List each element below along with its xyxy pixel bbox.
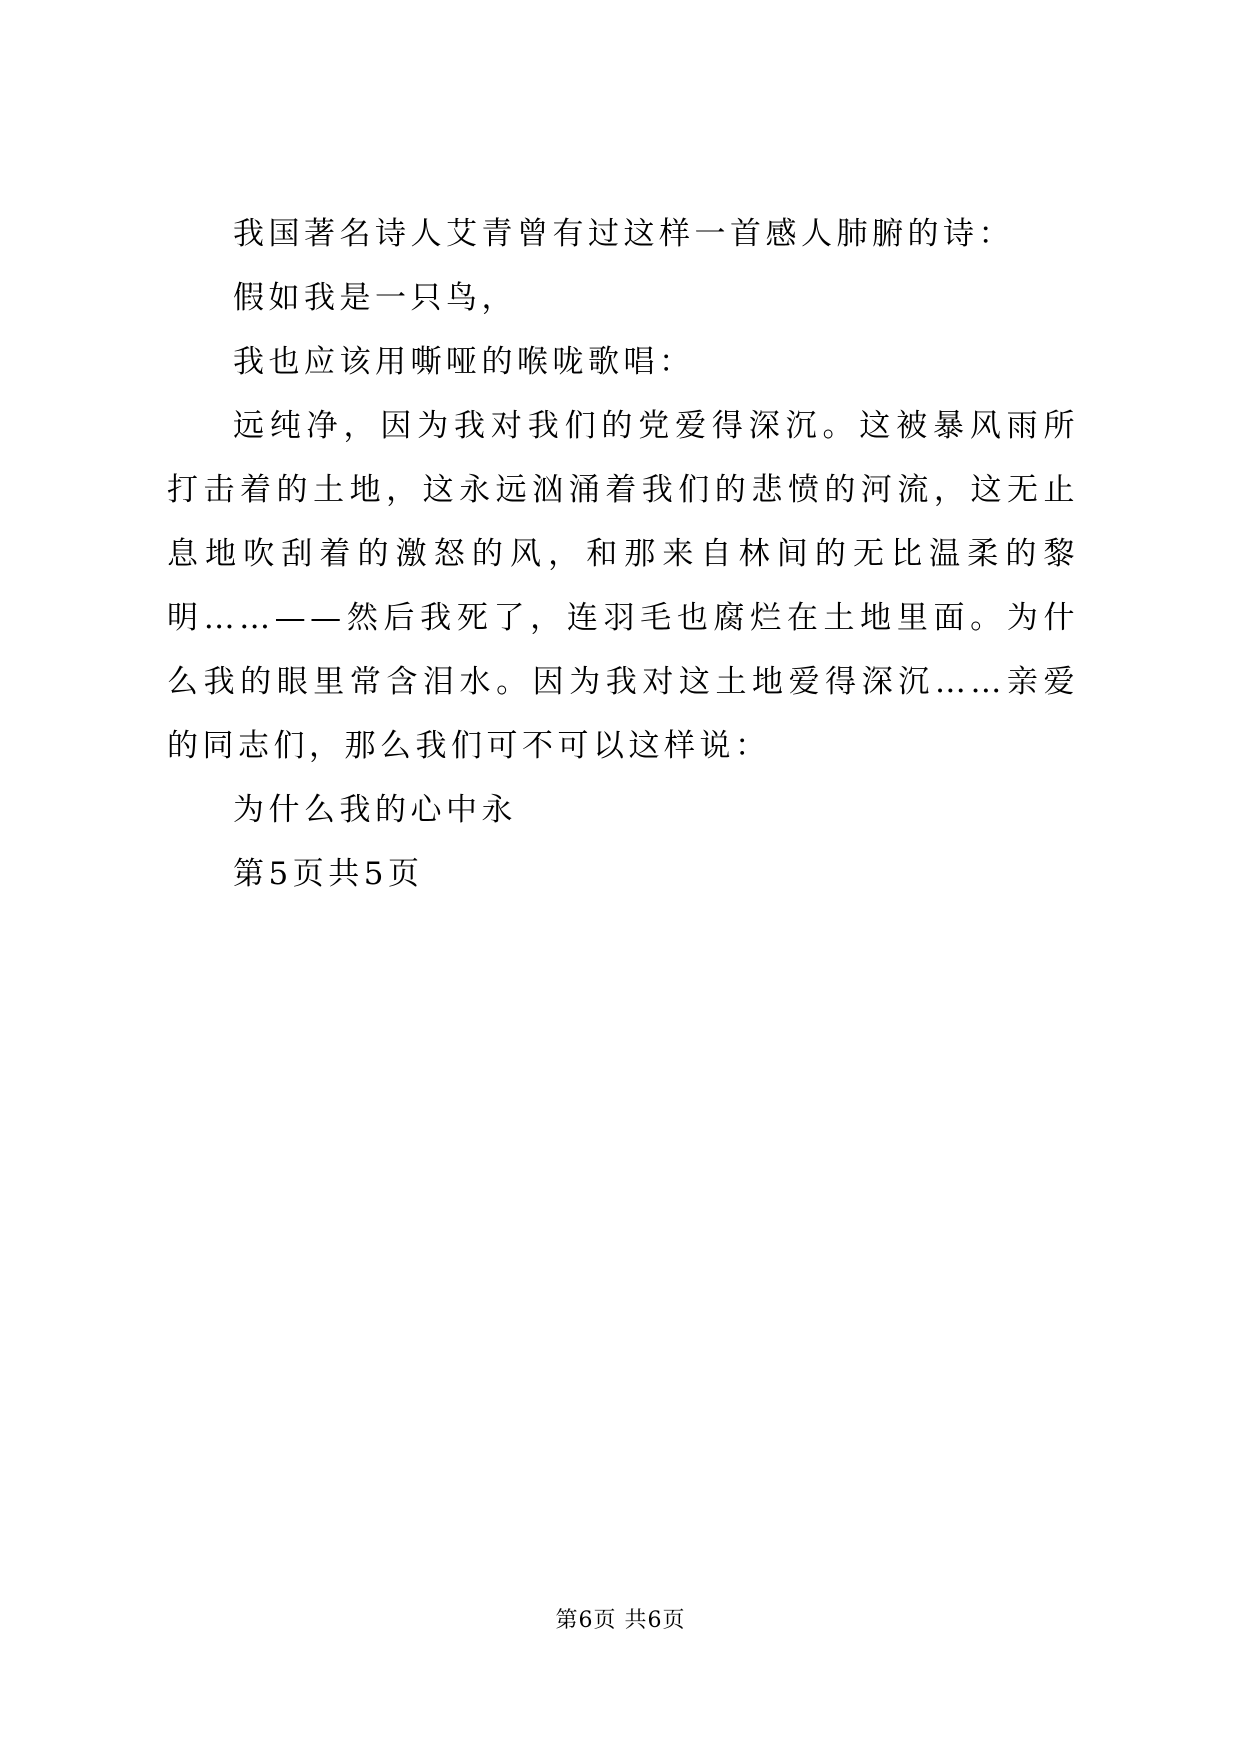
poem-body: 远纯净，因为我对我们的党爱得深沉。这被暴风雨所打击着的土地，这永远汹涌着我们的悲愤的河流，这无止息地吹刮着的激怒的风，和那来自林间的无比温柔的黎明……——然后我死了，连羽毛也腐烂在土地里面。为什么我的眼里常含泪水。因为我对这土地爱得深沉……亲爱的同志们，那么我们可不可以这样说： — [167, 408, 1079, 764]
document-body — [167, 202, 1079, 906]
page-footer: 第6页 共6页 — [555, 1608, 686, 1633]
poem-line-1: 假如我是一只鸟， — [233, 280, 517, 316]
paragraph-fragment: 为什么我的心中永 — [233, 792, 517, 828]
inline-page-number: 第5页共5页 — [233, 856, 424, 892]
poem-line-2: 我也应该用嘶哑的喉咙歌唱： — [233, 344, 695, 380]
paragraph-intro: 我国著名诗人艾青曾有过这样一首感人肺腑的诗： — [233, 216, 1014, 252]
